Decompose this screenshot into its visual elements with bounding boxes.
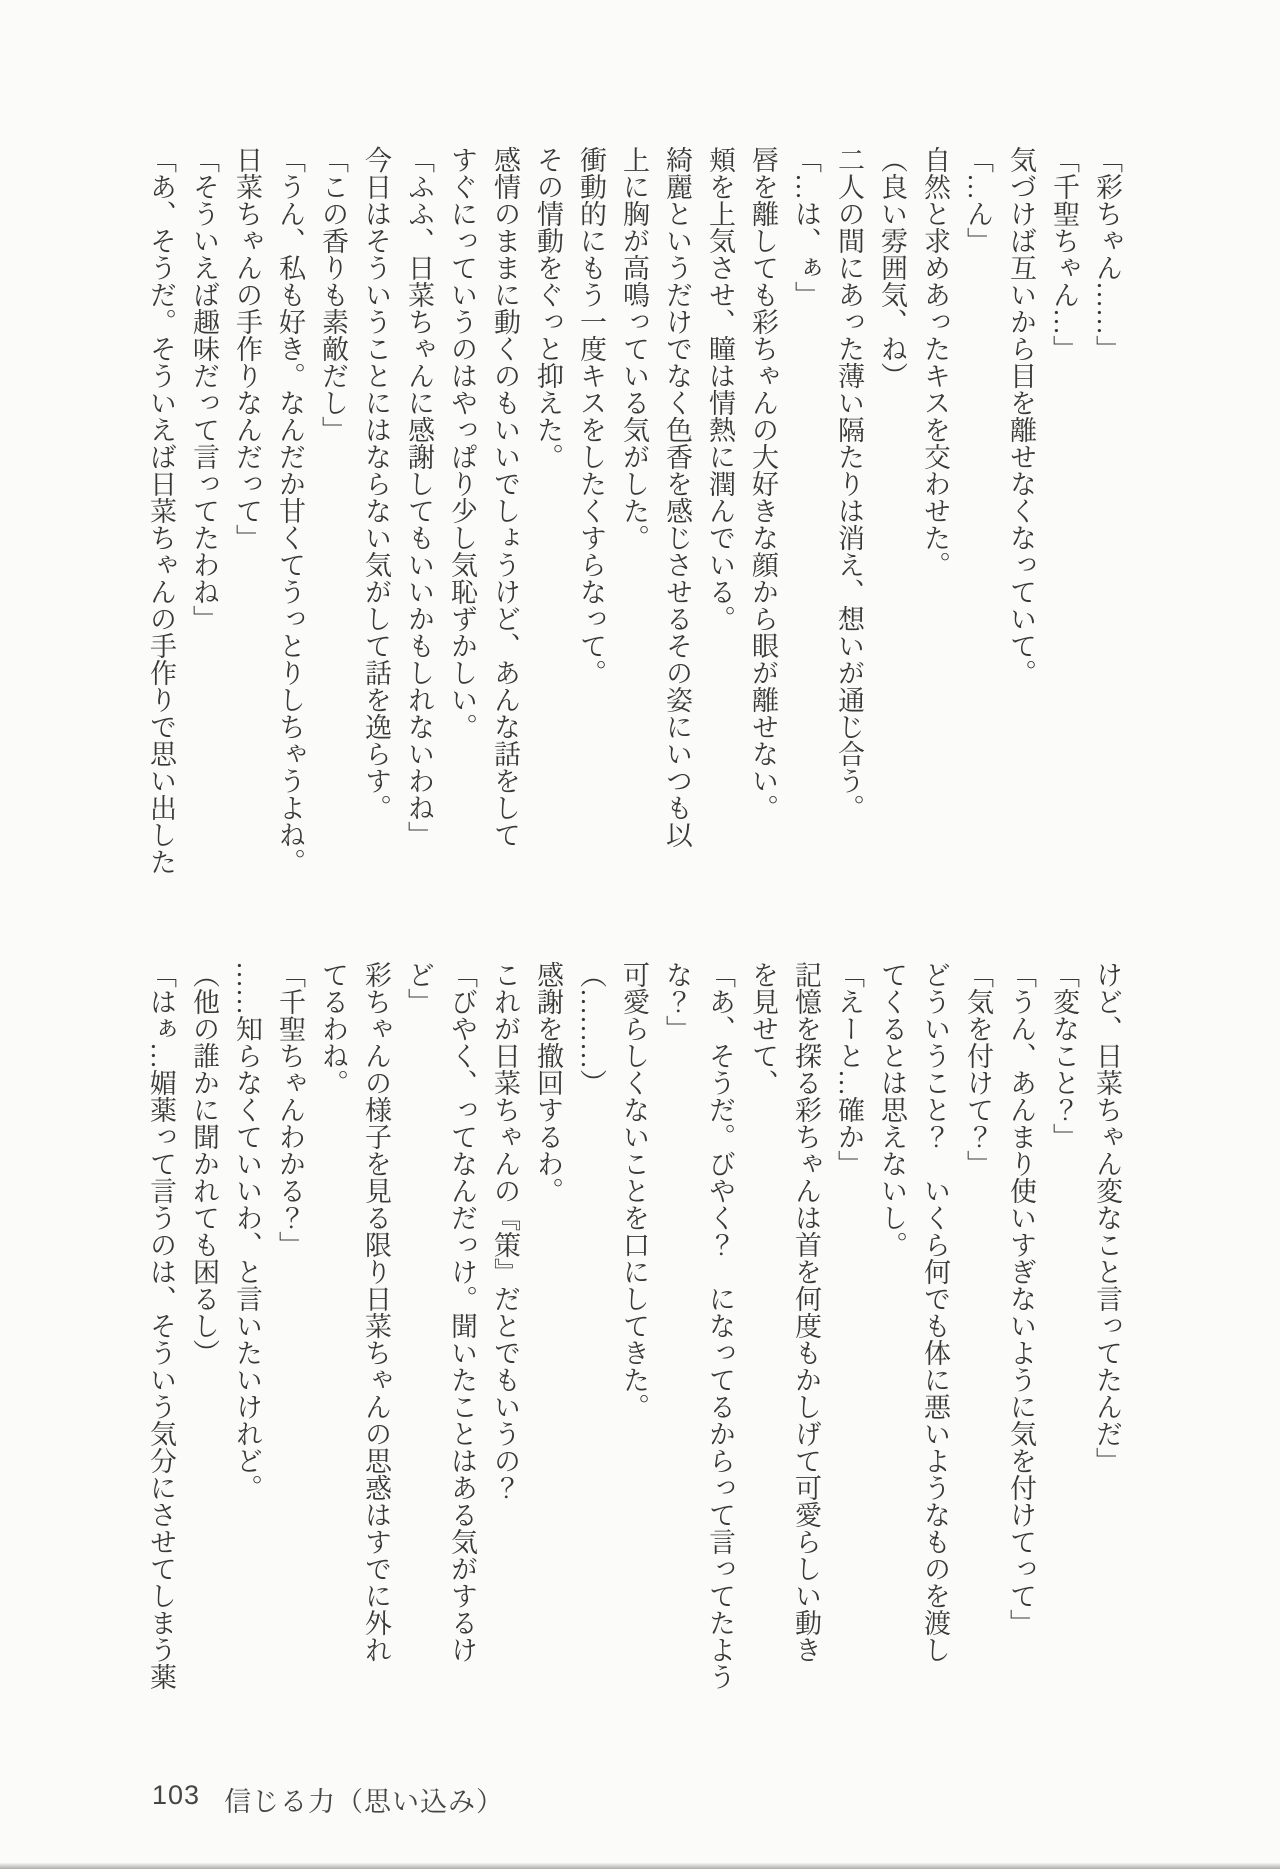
text-column: 二人の間にあった薄い隔たりは消え、想いが通じ合う。 bbox=[834, 146, 864, 821]
text-column: 「気を付けて？」 bbox=[963, 961, 993, 1177]
text-column: ど」 bbox=[404, 961, 434, 1015]
text-column: 「彩ちゃん……」 bbox=[1092, 146, 1122, 362]
text-column: けど、日菜ちゃん変なこと言ってたんだ」 bbox=[1092, 961, 1122, 1474]
page-footer bbox=[152, 1780, 504, 1819]
text-column: 感謝を撤回するわ。 bbox=[533, 961, 563, 1204]
text-column: 記憶を探る彩ちゃんは首を何度もかしげて可愛らしい動き bbox=[791, 961, 821, 1663]
text-column: 衝動的にもう一度キスをしたくすらなって。 bbox=[576, 146, 606, 686]
text-column: 「…は、ぁ」 bbox=[791, 146, 821, 308]
text-column: 「そういえば趣味だって言ってたわね」 bbox=[189, 146, 219, 632]
text-column: 頬を上気させ、瞳は情熱に潤んでいる。 bbox=[705, 146, 735, 632]
text-column: てくるとは思えないし。 bbox=[877, 961, 907, 1258]
text-column: 「…ん」 bbox=[963, 146, 993, 254]
text-column: 「びやく、ってなんだっけ。聞いたことはある気がするけ bbox=[447, 961, 477, 1663]
text-column: 「あ、そうだ。そういえば日菜ちゃんの手作りで思い出した bbox=[146, 146, 176, 875]
text-column: 唇を離しても彩ちゃんの大好きな顔から眼が離せない。 bbox=[748, 146, 778, 821]
text-column: 「ふふ、日菜ちゃんに感謝してもいいかもしれないわね」 bbox=[404, 146, 434, 848]
text-column: （他の誰かに聞かれても困るし） bbox=[189, 961, 219, 1366]
text-column: 「あ、そうだ。びやく？ になってるからって言ってたよう bbox=[705, 961, 735, 1690]
text-column: 日菜ちゃんの手作りなんだって」 bbox=[232, 146, 262, 551]
text-column: 今日はそういうことにはならない気がして話を逸らす。 bbox=[361, 146, 391, 821]
text-column: （………） bbox=[576, 961, 606, 1096]
text-column: な？」 bbox=[662, 961, 692, 1042]
text-column: ……知らなくていいわ、と言いたいけれど。 bbox=[232, 961, 262, 1501]
text-column: その情動をぐっと抑えた。 bbox=[533, 146, 563, 470]
text-column: 彩ちゃんの様子を見る限り日菜ちゃんの思惑はすでに外れ bbox=[361, 961, 391, 1663]
text-column: を見せて、 bbox=[748, 961, 778, 1096]
text-column: 「うん、あんまり使いすぎないように気を付けてって」 bbox=[1006, 961, 1036, 1636]
text-column: てるわね。 bbox=[318, 961, 348, 1096]
page-number: 103 bbox=[152, 1780, 201, 1810]
text-column: 可愛らしくないことを口にしてきた。 bbox=[619, 961, 649, 1420]
text-column: どういうこと？ いくら何でも体に悪いようなものを渡し bbox=[920, 961, 950, 1663]
text-column: これが日菜ちゃんの『策』だとでもいうの？ bbox=[490, 961, 520, 1501]
text-column: 「千聖ちゃん…」 bbox=[1049, 146, 1079, 362]
text-column: 感情のままに動くのもいいでしょうけど、あんな話をして bbox=[490, 146, 520, 848]
text-column: 綺麗というだけでなく色香を感じさせるその姿にいつも以 bbox=[662, 146, 692, 848]
text-block-top bbox=[139, 146, 1128, 888]
text-block-bottom bbox=[139, 961, 1128, 1703]
text-column: （良い雰囲気、ね） bbox=[877, 146, 907, 389]
scan-edge-artifact bbox=[0, 1863, 1280, 1869]
text-column: 「はぁ…媚薬って言うのは、そういう気分にさせてしまう薬 bbox=[146, 961, 176, 1690]
text-column: 上に胸が高鳴っている気がした。 bbox=[619, 146, 649, 551]
text-column: 「うん、私も好き。なんだか甘くてうっとりしちゃうよね。 bbox=[275, 146, 305, 875]
text-column: 「千聖ちゃんわかる？」 bbox=[275, 961, 305, 1258]
text-column: 気づけば互いから目を離せなくなっていて。 bbox=[1006, 146, 1036, 686]
text-column: 「えーと…確か」 bbox=[834, 961, 864, 1177]
text-column: すぐにっていうのはやっぱり少し気恥ずかしい。 bbox=[447, 146, 477, 740]
section-title: 信じる力（思い込み） bbox=[224, 1787, 505, 1817]
text-column: 「変なこと？」 bbox=[1049, 961, 1079, 1150]
text-column: 「この香りも素敵だし」 bbox=[318, 146, 348, 443]
text-column: 自然と求めあったキスを交わせた。 bbox=[920, 146, 950, 578]
